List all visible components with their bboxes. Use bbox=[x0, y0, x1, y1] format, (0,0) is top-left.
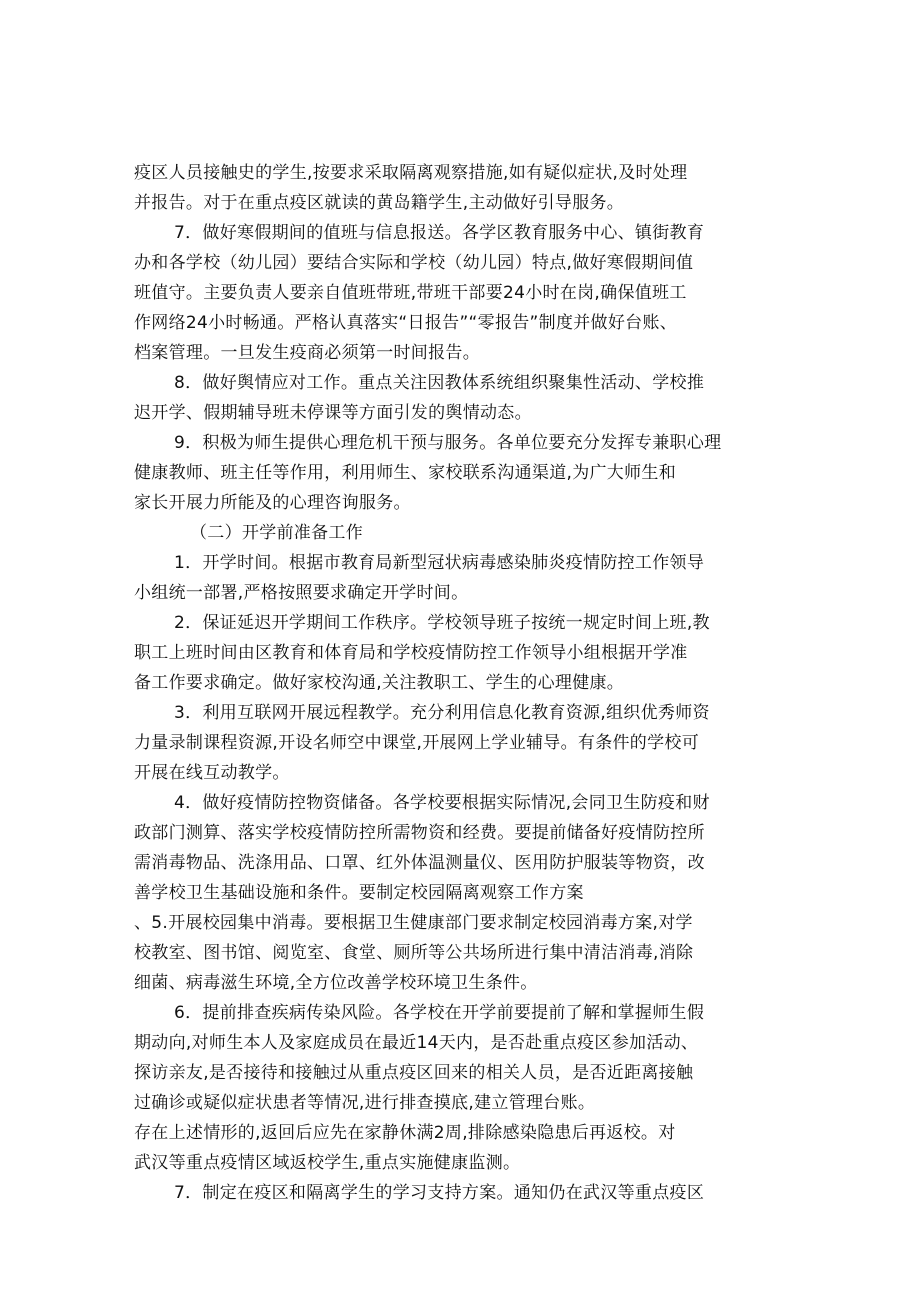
text-line: 档案管理。一旦发生疫商必须第一时间报告。 bbox=[134, 343, 480, 363]
text-line: 7．制定在疫区和隔离学生的学习支持方案。通知仍在武汉等重点疫区 bbox=[174, 1183, 705, 1203]
text-line: 武汉等重点疫情区域返校学生,重点实施健康监测。 bbox=[134, 1153, 521, 1173]
text-line: 2．保证延迟开学期间工作秩序。学校领导班子按统一规定时间上班,教 bbox=[174, 613, 710, 633]
text-line: 9．积极为师生提供心理危机干预与服务。各单位要充分发挥专兼职心理 bbox=[174, 433, 722, 453]
text-line: 、5.开展校园集中消毒。要根据卫生健康部门要求制定校园消毒方案,对学 bbox=[134, 913, 693, 933]
text-line: 开展在线互动教学。 bbox=[134, 763, 290, 783]
document-body bbox=[134, 158, 794, 1208]
text-line: 作网络24小时畅通。严格认真落实“日报告”“零报告”制度并做好台账、 bbox=[134, 313, 678, 333]
text-line: 备工作要求确定。做好家校沟通,关注教职工、学生的心理健康。 bbox=[134, 673, 625, 693]
text-line: 家长开展力所能及的心理咨询服务。 bbox=[134, 493, 411, 513]
text-line: 健康教师、班主任等作用，利用师生、家校联系沟通渠道,为广大师生和 bbox=[134, 463, 677, 483]
text-line: 班值守。主要负责人要亲自值班带班,带班干部要24小时在岗,确保值班工 bbox=[134, 283, 687, 303]
text-line: 细菌、病毒滋生环境,全方位改善学校环境卫生条件。 bbox=[134, 973, 538, 993]
text-line: 存在上述情形的,返回后应先在家静休满2周,排除感染隐患后再返校。对 bbox=[134, 1123, 676, 1143]
text-line: 需消毒物品、洗涤用品、口罩、红外体温测量仪、医用防护服装等物资，改 bbox=[134, 853, 705, 873]
text-line: 职工上班时间由区教育和体育局和学校疫情防控工作领导小组根据开学准 bbox=[134, 643, 688, 663]
text-line: 期动向,对师生本人及家庭成员在最近14天内，是否赴重点疫区参加活动、 bbox=[134, 1033, 699, 1053]
text-line: 校教室、图书馆、阅览室、食堂、厕所等公共场所进行集中清洁消毒,消除 bbox=[134, 943, 694, 963]
text-line: 迟开学、假期辅导班未停课等方面引发的舆情动态。 bbox=[134, 403, 532, 423]
text-line: 力量录制课程资源,开设名师空中课堂,开展网上学业辅导。有条件的学校可 bbox=[134, 733, 700, 753]
text-line: 3．利用互联网开展远程教学。充分利用信息化教育资源,组织优秀师资 bbox=[174, 703, 710, 723]
text-line: 6．提前排查疾病传染风险。各学校在开学前要提前了解和掌握师生假 bbox=[174, 1003, 705, 1023]
section-heading: （二）开学前准备工作 bbox=[190, 523, 363, 543]
text-line: 8．做好舆情应对工作。重点关注因教体系统组织聚集性活动、学校推 bbox=[174, 373, 705, 393]
text-line: 7．做好寒假期间的值班与信息报送。各学区教育服务中心、镇街教育 bbox=[174, 223, 705, 243]
text-line: 探访亲友,是否接待和接触过从重点疫区回来的相关人员，是否近距离接触 bbox=[134, 1063, 694, 1083]
text-line: 并报告。对于在重点疫区就读的黄岛籍学生,主动做好引导服务。 bbox=[134, 193, 625, 213]
text-line: 疫区人员接触史的学生,按要求采取隔离观察措施,如有疑似症状,及时处理 bbox=[134, 163, 688, 183]
text-line: 善学校卫生基础设施和条件。要制定校园隔离观察工作方案 bbox=[134, 883, 584, 903]
text-line: 1．开学时间。根据市教育局新型冠状病毒感染肺炎疫情防控工作领导 bbox=[174, 553, 705, 573]
text-line: 办和各学校（幼儿园）要结合实际和学校（幼儿园）特点,做好寒假期间值 bbox=[134, 253, 694, 273]
text-line: 过确诊或疑似症状患者等情况,进行排查摸底,建立管理台账。 bbox=[134, 1093, 596, 1113]
text-line: 小组统一部署,严格按照要求确定开学时间。 bbox=[134, 583, 469, 603]
text-line: 政部门测算、落实学校疫情防控所需物资和经费。要提前储备好疫情防控所 bbox=[134, 823, 705, 843]
text-line: 4．做好疫情防控物资储备。各学校要根据实际情况,会同卫生防疫和财 bbox=[174, 793, 710, 813]
